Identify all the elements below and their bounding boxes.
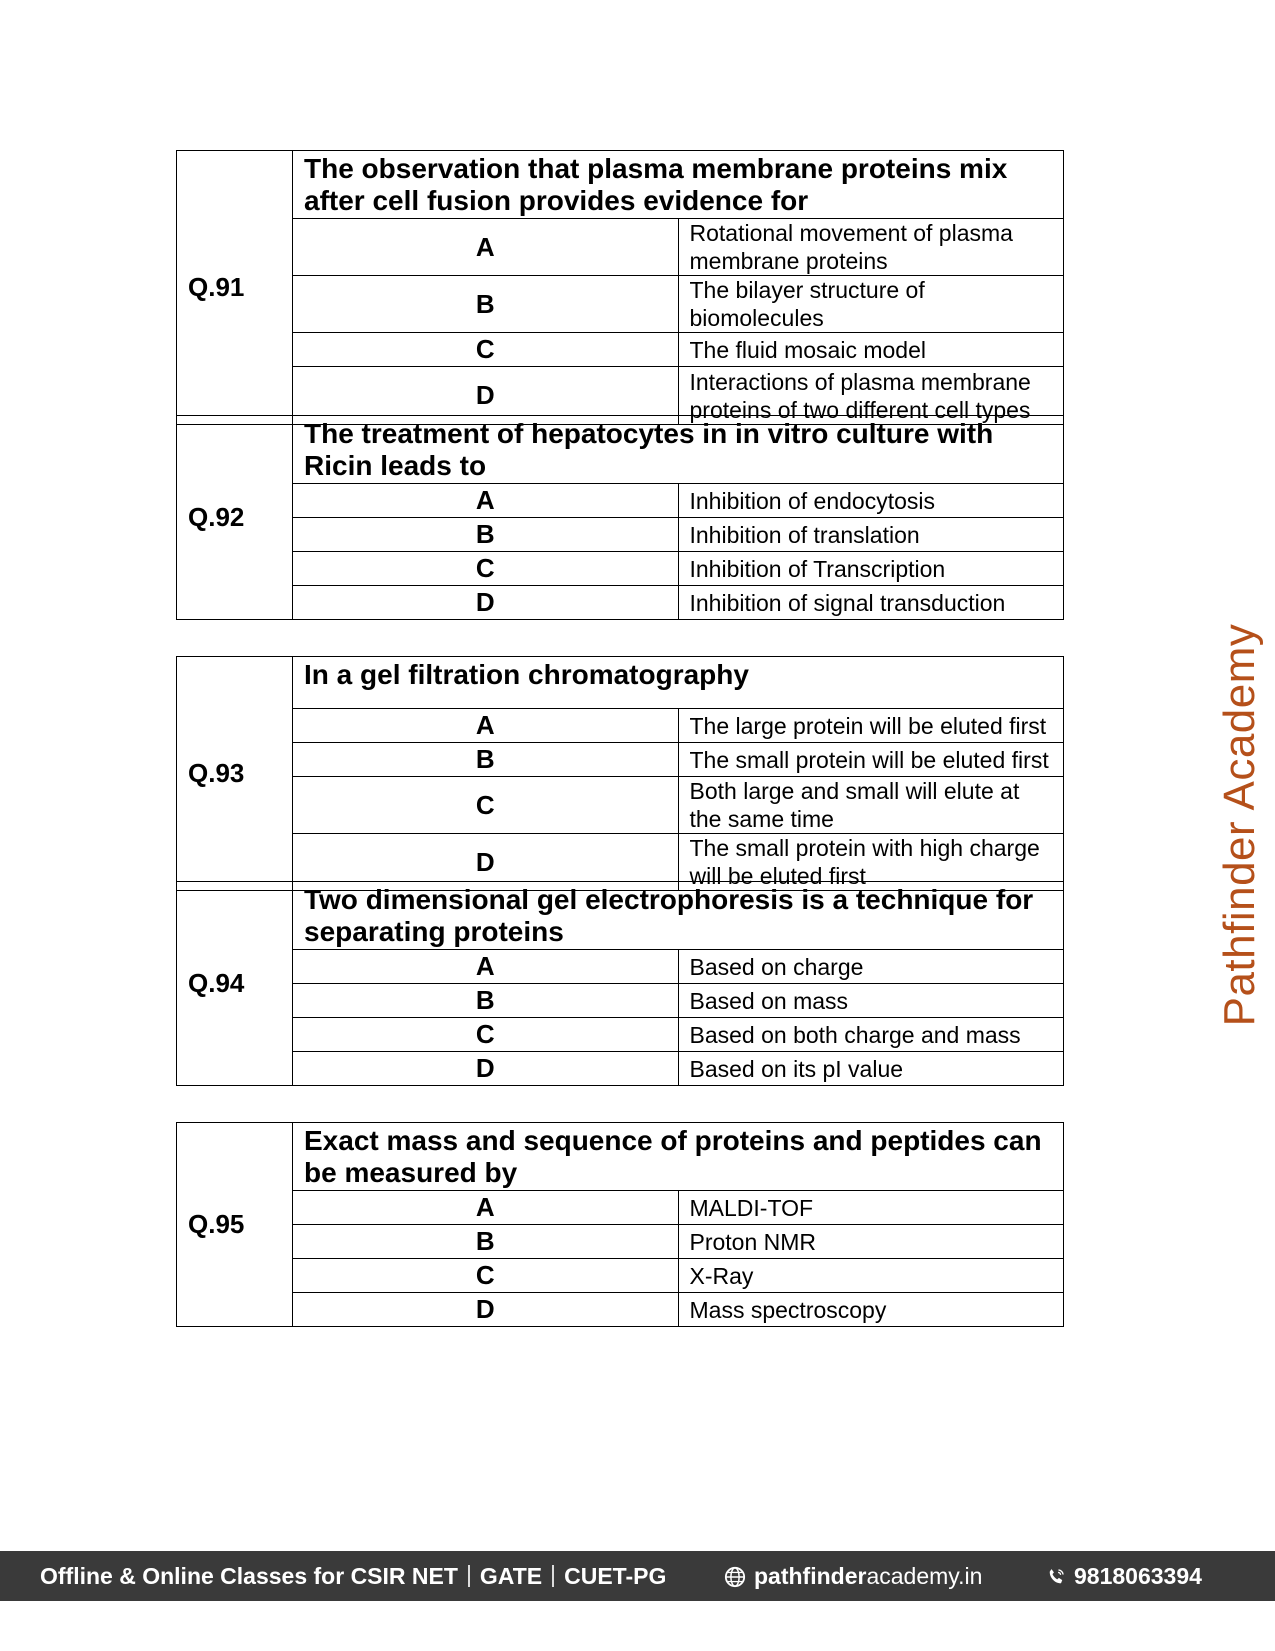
question-number: Q.95 (177, 1123, 293, 1327)
footer-phone[interactable] (1046, 1563, 1202, 1590)
option-letter: C (293, 552, 679, 586)
option-letter: A (293, 219, 679, 276)
footer-bar (0, 1551, 1275, 1601)
footer-classes-text: Offline & Online Classes for CSIR NET (40, 1563, 458, 1589)
option-text: The small protein with high charge will be eluted first (678, 834, 1064, 891)
footer-classes (40, 1563, 666, 1590)
option-letter: A (293, 709, 679, 743)
option-letter: D (293, 586, 679, 620)
question-text: Exact mass and sequence of proteins and peptides can be measured by (293, 1123, 1064, 1191)
footer-website[interactable] (724, 1563, 982, 1590)
question-block-95 (176, 1122, 1064, 1327)
option-letter: B (293, 1225, 679, 1259)
option-text: The bilayer structure of biomolecules (678, 276, 1064, 333)
option-text: Based on its pI value (678, 1052, 1064, 1086)
option-letter: C (293, 333, 679, 367)
option-text: Mass spectroscopy (678, 1293, 1064, 1327)
question-text: Two dimensional gel electrophoresis is a technique for separating proteins (293, 882, 1064, 950)
footer-gate: GATE (479, 1563, 543, 1589)
footer-cuet: CUET-PG (564, 1563, 667, 1589)
question-text: The observation that plasma membrane proteins mix after cell fusion provides evidence for (293, 151, 1064, 219)
option-letter: B (293, 743, 679, 777)
option-text: The small protein will be eluted first (678, 743, 1064, 777)
option-text: The large protein will be eluted first (678, 709, 1064, 743)
option-text: Based on mass (678, 984, 1064, 1018)
phone-icon (1046, 1566, 1066, 1588)
question-number: Q.94 (177, 882, 293, 1086)
website-bold: pathfinder (754, 1563, 867, 1589)
question-text: The treatment of hepatocytes in in vitro culture with Ricin leads to (293, 416, 1064, 484)
option-letter: B (293, 276, 679, 333)
option-text: Inhibition of translation (678, 518, 1064, 552)
option-text: Based on charge (678, 950, 1064, 984)
option-letter: C (293, 1018, 679, 1052)
option-letter: B (293, 518, 679, 552)
option-text: Inhibition of endocytosis (678, 484, 1064, 518)
option-text: Interactions of plasma membrane proteins of two different cell types (678, 367, 1064, 425)
question-number: Q.93 (177, 657, 293, 891)
watermark-text: Pathfinder Academy (1215, 623, 1264, 1027)
option-text: MALDI-TOF (678, 1191, 1064, 1225)
option-letter: C (293, 1259, 679, 1293)
option-text: Rotational movement of plasma membrane proteins (678, 219, 1064, 276)
option-letter: A (293, 484, 679, 518)
option-letter: A (293, 1191, 679, 1225)
question-number: Q.91 (177, 151, 293, 425)
option-letter: B (293, 984, 679, 1018)
question-block-92 (176, 415, 1064, 620)
option-text: Inhibition of signal transduction (678, 586, 1064, 620)
question-text: In a gel filtration chromatography (293, 657, 1064, 709)
option-letter: C (293, 777, 679, 834)
option-letter: D (293, 367, 679, 425)
question-number: Q.92 (177, 416, 293, 620)
option-text: Based on both charge and mass (678, 1018, 1064, 1052)
option-letter: A (293, 950, 679, 984)
option-letter: D (293, 834, 679, 891)
option-letter: D (293, 1052, 679, 1086)
question-block-93 (176, 656, 1064, 891)
question-block-91 (176, 150, 1064, 425)
option-text: Both large and small will elute at the same time (678, 777, 1064, 834)
website-rest: academy.in (866, 1563, 983, 1589)
option-text: The fluid mosaic model (678, 333, 1064, 367)
option-text: Inhibition of Transcription (678, 552, 1064, 586)
globe-icon (724, 1566, 746, 1588)
separator (468, 1565, 470, 1587)
option-text: Proton NMR (678, 1225, 1064, 1259)
phone-number: 9818063394 (1074, 1563, 1202, 1589)
separator (552, 1565, 554, 1587)
option-text: X-Ray (678, 1259, 1064, 1293)
question-block-94 (176, 881, 1064, 1086)
option-letter: D (293, 1293, 679, 1327)
